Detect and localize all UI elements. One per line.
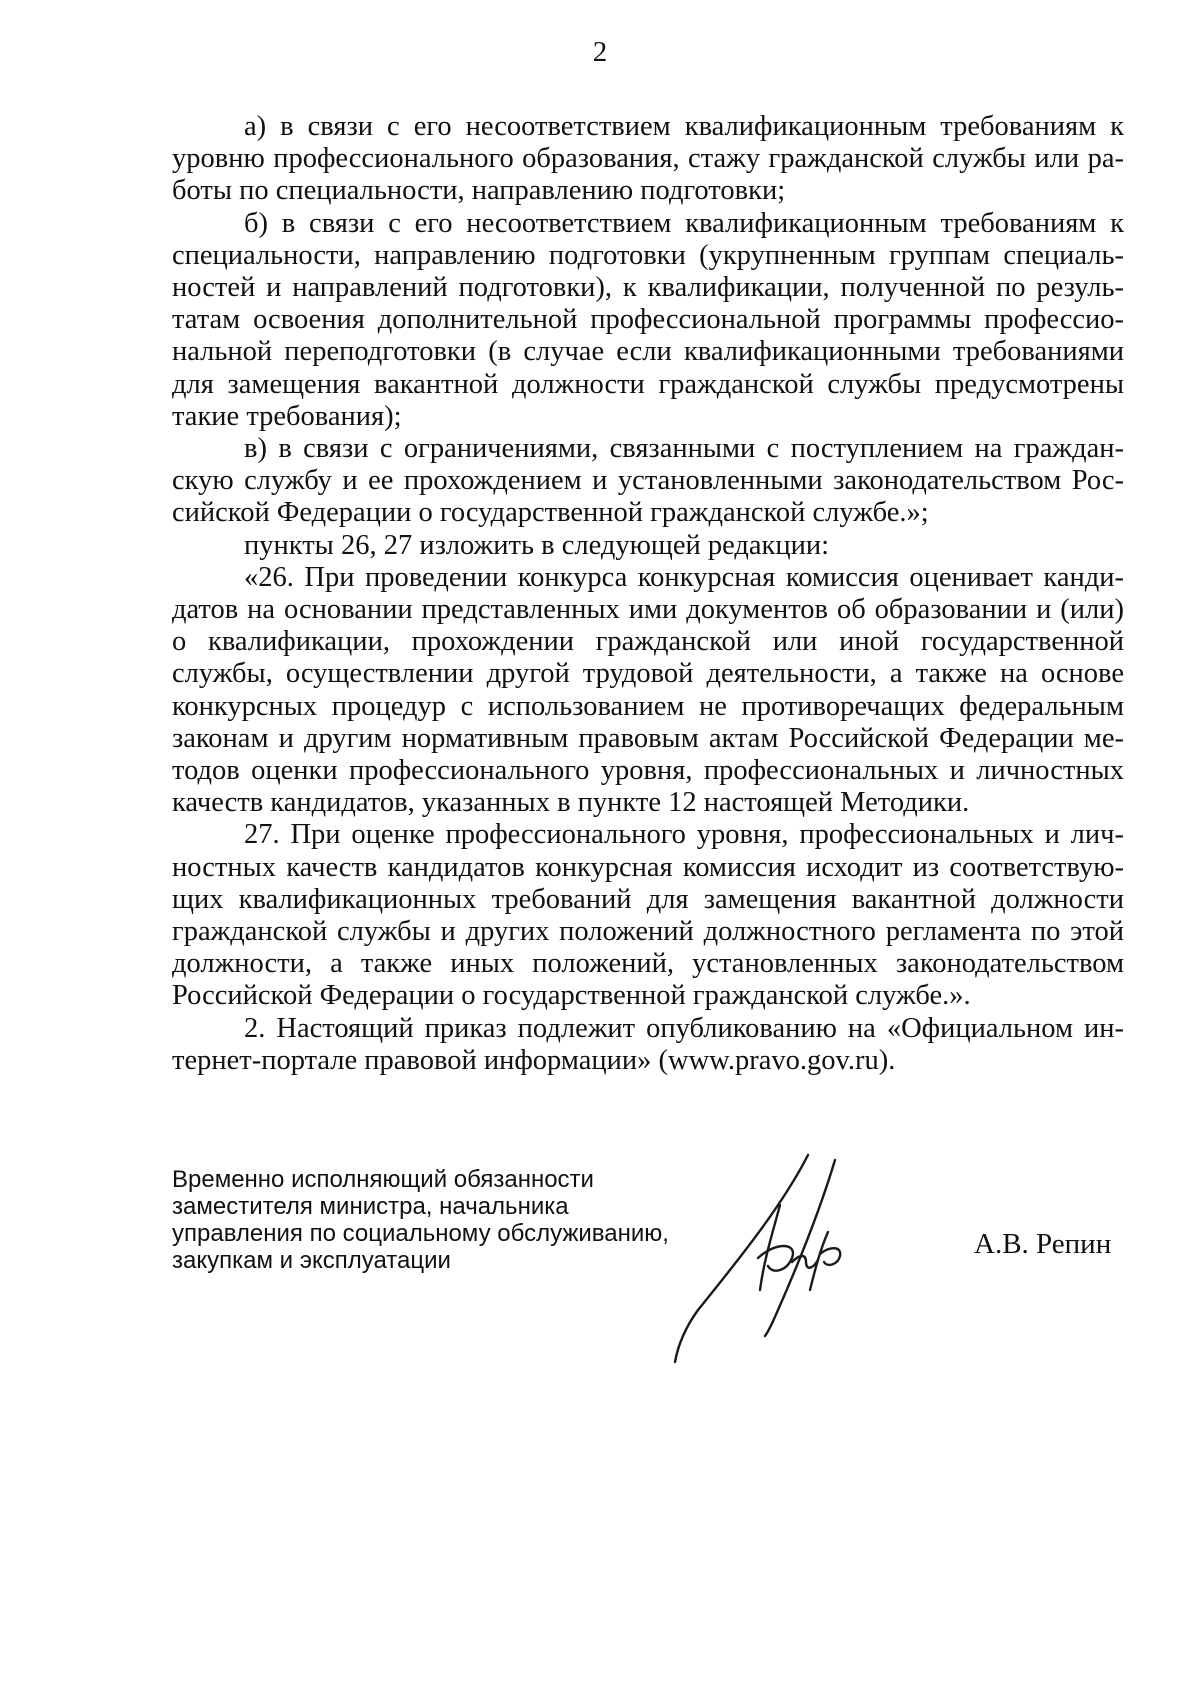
paragraph-points-intro: пункты 26, 27 изложить в следующей редакции: (244, 529, 830, 561)
paragraph-publication: 2. Настоящий приказ подлежит опубликованию на «Официальном интернет-портале правовой информации» (www.pravo.gov.ru). (172, 1012, 1124, 1076)
signatory-position (172, 1166, 732, 1274)
signatory-position-line: управления по социальному обслуживанию, (172, 1220, 669, 1247)
paragraph-clause-b: б) в связи с его несоответствием квалификационным требованиям к специальности, направлению подготовки (укрупненным группам специальностей и направлений подготовки), к квалификации, полученной по результатам освоения дополнительной профессиональной программы профессиональной переподготовки (в случае если квалификационными требованиями для замещения вакантной должности гражданской службы предусмотрены такие требования); (172, 207, 1124, 432)
signatory-position-line: заместителя министра, начальника (172, 1193, 569, 1220)
signatory-position-line: закупкам и эксплуатации (172, 1247, 451, 1274)
signature-stroke (810, 1232, 828, 1290)
signatory-name: А.В. Репин (974, 1228, 1112, 1260)
paragraph-clause-v: в) в связи с ограничениями, связанными с поступлением на гражданскую службу и ее прохождением и установленными законодательством Российской Федерации о государственной гражданской службе.»; (172, 433, 1124, 529)
handwritten-signature-icon (660, 1150, 930, 1365)
paragraph-point-27: 27. При оценке профессионального уровня, профессиональных и личностных качеств кандидатов конкурсная комиссия исходит из соответствующих квалификационных требований для замещения вакантной должности гражданской службы и других положений должностного регламента по этой должности, а также иных положений, установленных законодательством Российской Федерации о государственной гражданской службе.». (172, 819, 1124, 1012)
paragraph-clause-a: а) в связи с его несоответствием квалификационным требованиям к уровню профессионального образования, стажу гражданской службы или работы по специальности, направлению подготовки; (172, 111, 1124, 207)
signature-stroke (675, 1155, 808, 1362)
signatory-position-line: Временно исполняющий обязанности (172, 1166, 594, 1193)
paragraph-point-26: «26. При проведении конкурса конкурсная комиссия оценивает кандидатов на основании представленных ими документов об образовании и (или) о квалификации, прохождении гражданской или иной государственной службы, осуществлении другой трудовой деятельности, а также на основе конкурсных процедур с использованием не противоречащих федеральным законам и другим нормативным правовым актам Российской Федерации методов оценки профессионального уровня, профессиональных и личностных качеств кандидатов, указанных в пункте 12 настоящей Методики. (172, 561, 1124, 819)
document-body (172, 111, 1124, 1077)
signature-stroke (820, 1248, 840, 1265)
page-number: 2 (592, 36, 608, 68)
